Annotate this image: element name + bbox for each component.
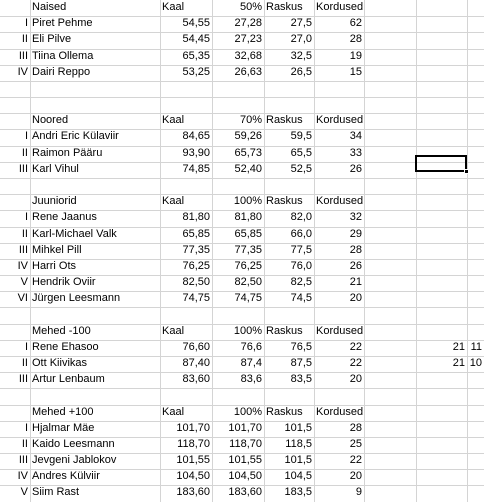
rank-cell[interactable]: II [21, 147, 28, 159]
percent-cell[interactable]: 87,4 [240, 357, 262, 369]
column-header-percent[interactable]: 70% [239, 114, 262, 126]
kaal-cell[interactable]: 54,45 [182, 33, 210, 45]
kordused-cell[interactable]: 20 [349, 373, 362, 385]
column-header-percent[interactable]: 50% [239, 1, 262, 13]
kaal-cell[interactable]: 101,70 [176, 422, 210, 434]
percent-cell[interactable]: 183,60 [228, 486, 262, 498]
raskus-cell[interactable]: 82,5 [290, 276, 312, 288]
kordused-cell[interactable]: 21 [349, 276, 362, 288]
column-gridline [364, 0, 365, 502]
raskus-cell[interactable]: 82,0 [290, 211, 312, 223]
name-cell[interactable]: Artur Lenbaum [32, 373, 105, 385]
kaal-cell[interactable]: 87,40 [182, 357, 210, 369]
rank-cell[interactable]: VI [17, 292, 28, 304]
section-title[interactable]: Mehed +100 [32, 406, 94, 418]
kaal-cell[interactable]: 77,35 [182, 244, 210, 256]
column-header-kordused[interactable]: Kordused [316, 325, 364, 337]
raskus-cell[interactable]: 76,0 [290, 260, 312, 272]
kordused-cell[interactable]: 22 [349, 454, 362, 466]
percent-cell[interactable]: 81,80 [234, 211, 262, 223]
percent-cell[interactable]: 101,70 [228, 422, 262, 434]
rank-cell[interactable]: I [24, 17, 28, 29]
raskus-cell[interactable]: 27,0 [290, 33, 312, 45]
percent-cell[interactable]: 77,35 [234, 244, 262, 256]
section-title[interactable]: Noored [32, 114, 69, 126]
rank-cell[interactable]: II [21, 228, 28, 240]
kaal-cell[interactable]: 82,50 [182, 276, 210, 288]
name-cell[interactable]: Jürgen Leesmann [32, 292, 121, 304]
column-gridline [416, 0, 417, 502]
row-gridline [0, 81, 484, 82]
raskus-cell[interactable]: 87,5 [290, 357, 312, 369]
rank-cell[interactable]: III [18, 454, 28, 466]
rank-cell[interactable]: I [24, 341, 28, 353]
percent-cell[interactable]: 118,70 [229, 438, 262, 450]
kordused-cell[interactable]: 22 [349, 341, 362, 353]
section-title[interactable]: Juuniorid [32, 195, 77, 207]
kordused-cell[interactable]: 62 [349, 17, 362, 29]
name-cell[interactable]: Raimon Pääru [32, 147, 103, 159]
rank-cell[interactable]: II [21, 357, 28, 369]
raskus-cell[interactable]: 118,5 [285, 438, 312, 450]
kordused-cell[interactable]: 28 [349, 33, 362, 45]
rank-cell[interactable]: III [18, 244, 28, 256]
column-header-raskus[interactable]: Raskus [266, 1, 303, 13]
name-cell[interactable]: Jevgeni Jablokov [32, 454, 117, 466]
rank-cell[interactable]: V [20, 276, 28, 288]
raskus-cell[interactable]: 52,5 [290, 163, 312, 175]
kordused-cell[interactable]: 28 [349, 244, 362, 256]
kaal-cell[interactable]: 54,55 [182, 17, 210, 29]
kordused-cell[interactable]: 26 [349, 260, 362, 272]
row-gridline [0, 388, 484, 389]
rank-cell[interactable]: I [24, 211, 28, 223]
percent-cell[interactable]: 76,25 [234, 260, 262, 272]
raskus-cell[interactable]: 77,5 [290, 244, 312, 256]
name-cell[interactable]: Eli Pilve [32, 33, 72, 45]
percent-cell[interactable]: 104,50 [228, 470, 262, 482]
kaal-cell[interactable]: 74,85 [182, 163, 210, 175]
rank-cell[interactable]: II [21, 438, 28, 450]
column-header-kaal[interactable]: Kaal [162, 1, 185, 13]
rank-cell[interactable]: II [21, 33, 28, 45]
kordused-cell[interactable]: 29 [349, 228, 362, 240]
raskus-cell[interactable]: 32,5 [290, 50, 312, 62]
column-gridline [467, 0, 468, 502]
name-cell[interactable]: Karl Vihul [32, 163, 79, 175]
name-cell[interactable]: Ott Kiivikas [32, 357, 88, 369]
column-header-raskus[interactable]: Raskus [266, 406, 303, 418]
percent-cell[interactable]: 101,55 [228, 454, 262, 466]
rank-cell[interactable]: V [20, 486, 28, 498]
rank-cell[interactable]: IV [17, 66, 28, 78]
kordused-cell[interactable]: 20 [349, 470, 362, 482]
name-cell[interactable]: Andri Eric Külaviir [32, 130, 119, 142]
rank-cell[interactable]: IV [17, 260, 28, 272]
rank-cell[interactable]: III [18, 50, 28, 62]
column-header-percent[interactable]: 100% [233, 406, 262, 418]
name-cell[interactable]: Siim Rast [32, 486, 80, 498]
kordused-cell[interactable]: 15 [349, 66, 362, 78]
raskus-cell[interactable]: 76,5 [290, 341, 312, 353]
kaal-cell[interactable]: 101,55 [176, 454, 210, 466]
raskus-cell[interactable]: 59,5 [290, 130, 312, 142]
column-header-raskus[interactable]: Raskus [266, 114, 303, 126]
kaal-cell[interactable]: 83,60 [182, 373, 210, 385]
extra-value-cell[interactable]: 21 [452, 341, 465, 353]
rank-cell[interactable]: I [24, 422, 28, 434]
kaal-cell[interactable]: 65,85 [182, 228, 210, 240]
column-header-kaal[interactable]: Kaal [162, 114, 185, 126]
percent-cell[interactable]: 26,63 [234, 66, 262, 78]
active-cell-selection[interactable] [415, 155, 467, 172]
name-cell[interactable]: Mihkel Pill [32, 244, 82, 256]
rank-cell[interactable]: III [18, 163, 28, 175]
rank-cell[interactable]: III [18, 373, 28, 385]
raskus-cell[interactable]: 74,5 [290, 292, 312, 304]
name-cell[interactable]: Hendrik Oviir [32, 276, 96, 288]
kordused-cell[interactable]: 28 [349, 422, 362, 434]
percent-cell[interactable]: 27,28 [234, 17, 262, 29]
percent-cell[interactable]: 74,75 [234, 292, 262, 304]
kaal-cell[interactable]: 76,25 [182, 260, 210, 272]
kaal-cell[interactable]: 84,65 [182, 130, 210, 142]
column-header-raskus[interactable]: Raskus [266, 195, 303, 207]
section-title[interactable]: Naised [32, 1, 67, 13]
name-cell[interactable]: Karl-Michael Valk [32, 228, 117, 240]
percent-cell[interactable]: 32,68 [234, 50, 262, 62]
percent-cell[interactable]: 76,6 [240, 341, 262, 353]
percent-cell[interactable]: 27,23 [234, 33, 262, 45]
raskus-cell[interactable]: 66,0 [290, 228, 312, 240]
column-header-kordused[interactable]: Kordused [316, 195, 364, 207]
kaal-cell[interactable]: 183,60 [176, 486, 210, 498]
kaal-cell[interactable]: 93,90 [182, 147, 210, 159]
column-header-kordused[interactable]: Kordused [316, 406, 364, 418]
kaal-cell[interactable]: 81,80 [182, 211, 210, 223]
rank-cell[interactable]: I [24, 130, 28, 142]
section-title[interactable]: Mehed -100 [32, 325, 91, 337]
column-header-percent[interactable]: 100% [233, 325, 262, 337]
extra-value-cell[interactable]: 10 [469, 357, 482, 369]
column-header-percent[interactable]: 100% [233, 195, 262, 207]
kordused-cell[interactable]: 25 [349, 438, 362, 450]
percent-cell[interactable]: 83,6 [240, 373, 262, 385]
extra-value-cell[interactable]: 21 [452, 357, 465, 369]
percent-cell[interactable]: 59,26 [234, 130, 262, 142]
raskus-cell[interactable]: 83,5 [290, 373, 312, 385]
percent-cell[interactable]: 65,85 [234, 228, 262, 240]
kaal-cell[interactable]: 104,50 [176, 470, 210, 482]
column-header-kordused[interactable]: Kordused [316, 1, 364, 13]
kordused-cell[interactable]: 19 [349, 50, 362, 62]
raskus-cell[interactable]: 65,5 [290, 147, 312, 159]
raskus-cell[interactable]: 27,5 [290, 17, 312, 29]
name-cell[interactable]: Dairi Reppo [32, 66, 91, 78]
name-cell[interactable]: Rene Ehasoo [32, 341, 99, 353]
column-header-kaal[interactable]: Kaal [162, 406, 185, 418]
kordused-cell[interactable]: 9 [355, 486, 362, 498]
column-header-kaal[interactable]: Kaal [162, 195, 185, 207]
rank-cell[interactable]: IV [17, 470, 28, 482]
percent-cell[interactable]: 52,40 [234, 163, 262, 175]
kordused-cell[interactable]: 34 [349, 130, 362, 142]
row-gridline [0, 97, 484, 98]
column-header-kaal[interactable]: Kaal [162, 325, 185, 337]
percent-cell[interactable]: 65,73 [234, 147, 262, 159]
kaal-cell[interactable]: 118,70 [177, 438, 210, 450]
name-cell[interactable]: Piret Pehme [32, 17, 93, 29]
raskus-cell[interactable]: 104,5 [284, 470, 312, 482]
name-cell[interactable]: Tiina Ollema [32, 50, 94, 62]
raskus-cell[interactable]: 101,5 [284, 454, 312, 466]
row-gridline [0, 178, 484, 179]
kaal-cell[interactable]: 76,60 [182, 341, 210, 353]
row-gridline [0, 307, 484, 308]
kaal-cell[interactable]: 74,75 [182, 292, 210, 304]
extra-value-cell[interactable]: 11 [470, 341, 482, 353]
name-cell[interactable]: Harri Ots [32, 260, 76, 272]
kordused-cell[interactable]: 22 [349, 357, 362, 369]
column-header-kordused[interactable]: Kordused [316, 114, 364, 126]
fill-handle[interactable] [464, 169, 469, 174]
percent-cell[interactable]: 82,50 [234, 276, 262, 288]
name-cell[interactable]: Rene Jaanus [32, 211, 97, 223]
kaal-cell[interactable]: 65,35 [182, 50, 210, 62]
name-cell[interactable]: Hjalmar Mäe [32, 422, 95, 434]
column-header-raskus[interactable]: Raskus [266, 325, 303, 337]
kordused-cell[interactable]: 33 [349, 147, 362, 159]
name-cell[interactable]: Andres Külviir [32, 470, 100, 482]
kordused-cell[interactable]: 32 [349, 211, 362, 223]
kordused-cell[interactable]: 20 [349, 292, 362, 304]
raskus-cell[interactable]: 26,5 [290, 66, 312, 78]
name-cell[interactable]: Kaido Leesmann [32, 438, 115, 450]
raskus-cell[interactable]: 183,5 [284, 486, 312, 498]
kordused-cell[interactable]: 26 [349, 163, 362, 175]
kaal-cell[interactable]: 53,25 [182, 66, 210, 78]
raskus-cell[interactable]: 101,5 [284, 422, 312, 434]
